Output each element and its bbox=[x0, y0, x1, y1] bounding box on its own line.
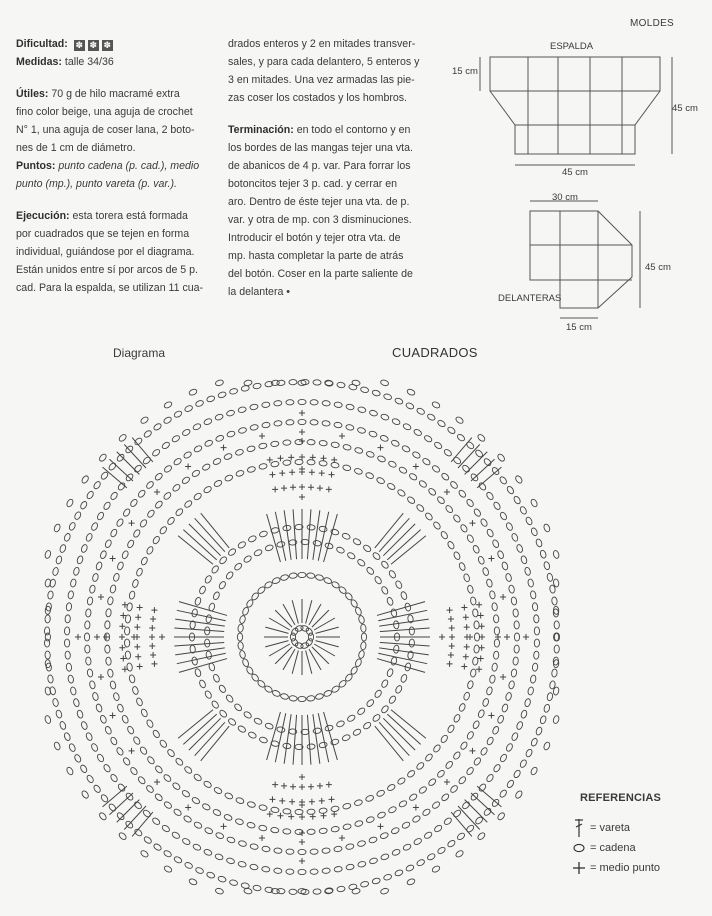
middle-line: sales, y para cada delantero, 5 enteros y bbox=[228, 56, 420, 68]
ejecucion-line-4: cad. Para la espalda, se utilizan 11 cua- bbox=[16, 282, 204, 294]
crochet-square-diagram bbox=[30, 365, 575, 910]
ejecucion-line-1: por cuadrados que se tejen en forma bbox=[16, 228, 190, 240]
ejecucion-text: esta torera está formada bbox=[72, 210, 188, 222]
ref-medio-punto-text: = medio punto bbox=[590, 862, 661, 874]
dificultad-line bbox=[16, 35, 216, 53]
ref-vareta bbox=[572, 817, 630, 839]
utiles-line-2: N° 1, una aguja de coser lana, 2 boto- bbox=[16, 124, 195, 136]
utiles-line-3: nes de 1 cm de diámetro. bbox=[16, 142, 136, 154]
utiles-line-0 bbox=[16, 85, 216, 103]
espalda-dim-45-right: 45 cm bbox=[672, 103, 698, 114]
terminacion-line: del botón. Coser en la parte saliente de bbox=[228, 268, 413, 280]
medio-punto-symbol-icon bbox=[572, 861, 586, 875]
moldes-patterns bbox=[440, 30, 710, 340]
terminacion-line: var. y otra de mp. con 3 disminuciones. bbox=[228, 214, 412, 226]
terminacion-line: los bordes de las mangas tejer una vta. bbox=[228, 142, 413, 154]
medidas-value: talle 34/36 bbox=[64, 56, 114, 68]
delanteras-dim-30: 30 cm bbox=[552, 192, 578, 203]
vareta-symbol-icon bbox=[572, 817, 586, 839]
utiles-label: Útiles: bbox=[16, 88, 49, 100]
middle-column bbox=[228, 35, 428, 301]
dificultad-label: Dificultad: bbox=[16, 38, 68, 50]
puntos-line-1 bbox=[16, 175, 216, 193]
terminacion-line: mp. hasta completar la parte de atrás bbox=[228, 250, 404, 262]
moldes-title: MOLDES bbox=[630, 18, 675, 29]
difficulty-square-icon: ✽ bbox=[89, 40, 98, 50]
terminacion-label: Terminación: bbox=[228, 124, 294, 136]
utiles-line-1: fino color beige, una aguja de crochet bbox=[16, 106, 193, 118]
left-column bbox=[16, 35, 216, 297]
utiles-text: 70 g de hilo macramé extra bbox=[51, 88, 180, 100]
ref-vareta-text: = vareta bbox=[590, 822, 631, 834]
delanteras-dim-45: 45 cm bbox=[645, 262, 671, 273]
difficulty-square-icon: ✽ bbox=[103, 40, 112, 50]
medidas-line bbox=[16, 53, 216, 71]
terminacion-line-0 bbox=[228, 121, 428, 139]
ref-medio-punto bbox=[572, 861, 660, 875]
puntos-text: punto (mp.), punto vareta (p. var.). bbox=[16, 178, 177, 190]
difficulty-square-icon: ✽ bbox=[75, 40, 84, 50]
cadena-symbol-icon bbox=[572, 841, 586, 855]
ejecucion-line-3: Están unidos entre sí por arcos de 5 p. bbox=[16, 264, 198, 276]
ref-cadena-text: = cadena bbox=[590, 842, 636, 854]
terminacion-line: aro. Dentro de éste tejer una vta. de p. bbox=[228, 196, 410, 208]
espalda-label: ESPALDA bbox=[550, 41, 594, 52]
terminacion-line: de abanicos de 4 p. var. Para forrar los bbox=[228, 160, 411, 172]
espalda-pattern bbox=[490, 57, 660, 154]
middle-line: 3 en mitades. Una vez armadas las pie- bbox=[228, 74, 415, 86]
middle-line: zas coser los costados y los hombros. bbox=[228, 92, 407, 104]
delanteras-label: DELANTERAS bbox=[498, 293, 562, 304]
diagram-title: Diagrama bbox=[113, 346, 166, 360]
delanteras-dim-15: 15 cm bbox=[566, 322, 592, 333]
terminacion-text: en todo el contorno y en bbox=[296, 124, 411, 136]
terminacion-line: botoncitos tejer 3 p. cad. y cerrar en bbox=[228, 178, 397, 190]
middle-line: drados enteros y 2 en mitades transver- bbox=[228, 38, 416, 50]
puntos-label: Puntos: bbox=[16, 160, 56, 172]
medidas-label: Medidas: bbox=[16, 56, 62, 68]
ejecucion-label: Ejecución: bbox=[16, 210, 70, 222]
puntos-text: punto cadena (p. cad.), medio bbox=[58, 160, 200, 172]
diagram-subtitle: CUADRADOS bbox=[392, 345, 478, 360]
espalda-dim-15: 15 cm bbox=[452, 66, 478, 77]
referencias-title: REFERENCIAS bbox=[580, 792, 662, 804]
puntos-line-0 bbox=[16, 157, 216, 175]
terminacion-line: la delantera • bbox=[228, 286, 291, 298]
ejecucion-line-0 bbox=[16, 207, 216, 225]
ejecucion-line-2: individual, guiándose por el diagrama. bbox=[16, 246, 195, 258]
terminacion-line: Introducir el botón y tejer otra vta. de bbox=[228, 232, 401, 244]
ref-cadena bbox=[572, 841, 636, 855]
espalda-dim-45-bottom: 45 cm bbox=[562, 167, 588, 178]
